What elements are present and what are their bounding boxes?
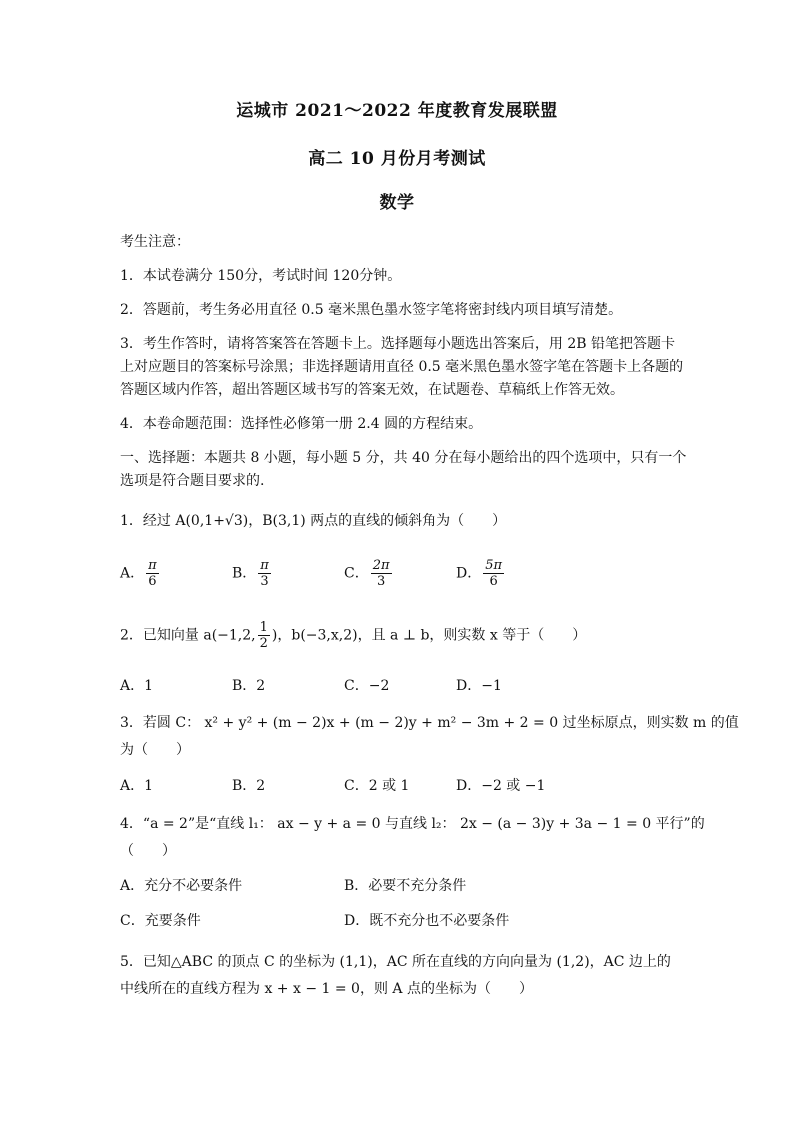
q2-option-d: D．−1 xyxy=(456,678,502,694)
notice-item-2: 2．答题前，考生务必用直径 0.5 毫米黑色墨水签字笔将密封线内项目填写清楚。 xyxy=(120,302,623,318)
question-3-line-1: 3．若圆 C： x² + y² + (m − 2)x + (m − 2)y + m² − 3m + 2 = 0 过坐标原点，则实数 m 的值 xyxy=(120,715,739,731)
notice-item-3-line-2: 上对应题目的答案标号涂黑；非选择题请用直径 0.5 毫米黑色墨水签字笔在答题卡上各题的 xyxy=(120,359,684,375)
q3-option-c: C．2 或 1 xyxy=(344,778,410,794)
question-3-line-2: 为（ ） xyxy=(120,742,190,758)
q2-option-c: C．−2 xyxy=(344,678,390,694)
question-4-line-2: （ ） xyxy=(120,843,176,859)
q1-option-a: A． $\frac{\pi}{6}$ xyxy=(120,558,157,589)
notice-item-3-line-3: 答题区域内作答，超出答题区域书写的答案无效，在试题卷、草稿纸上作答无效。 xyxy=(120,382,624,398)
question-4-line-1: 4．“a = 2”是“直线 l₁： ax − y + a = 0 与直线 l₂： 2x − (a − 3)y + 3a − 1 = 0 平行”的 xyxy=(120,816,705,832)
q3-option-a: A．1 xyxy=(120,778,154,794)
question-5-line-1: 5．已知△ABC 的顶点 C 的坐标为 (1,1)，AC 所在直线的方向向量为 (1,2)，AC 边上的 xyxy=(120,954,671,970)
q3-option-d: D．−2 或 −1 xyxy=(456,778,546,794)
q4-option-a: A．充分不必要条件 xyxy=(120,878,243,894)
q1-option-c: C． $\frac{2\pi}{3}$ xyxy=(344,558,390,589)
q1-option-b: B． $\frac{\pi}{3}$ xyxy=(232,558,269,589)
exam-subtitle: 高二 10 月份月考测试 xyxy=(308,149,486,169)
question-2-stem: 2．已知向量 a(−1,2, $\frac{1}{2}$ )，b(−3,x,2)，且 a ⊥ b，则实数 x 等于（ ） xyxy=(120,620,587,651)
notice-item-1: 1．本试卷满分 150分，考试时间 120分钟。 xyxy=(120,268,402,284)
notice-item-4: 4．本卷命题范围：选择性必修第一册 2.4 圆的方程结束。 xyxy=(120,416,483,432)
q4-option-b: B．必要不充分条件 xyxy=(344,878,467,894)
question-1-stem: 1．经过 A(0,1+√3)，B(3,1) 两点的直线的倾斜角为（ ） xyxy=(120,513,507,529)
subject-title: 数学 xyxy=(379,193,415,213)
section-heading-line-2: 选项是符合题目要求的. xyxy=(120,473,265,489)
q2-option-b: B．2 xyxy=(232,678,266,694)
q3-option-b: B．2 xyxy=(232,778,266,794)
q1-option-d: D． $\frac{5\pi}{6}$ xyxy=(456,558,503,589)
q4-option-d: D．既不充分也不必要条件 xyxy=(344,913,510,929)
exam-title: 运城市 2021～2022 年度教育发展联盟 xyxy=(236,101,558,121)
section-heading-line-1: 一、选择题：本题共 8 小题，每小题 5 分，共 40 分在每小题给出的四个选项中，只有一个 xyxy=(120,450,687,466)
q2-option-a: A．1 xyxy=(120,678,154,694)
question-5-line-2: 中线所在的直线方程为 x + x − 1 = 0，则 A 点的坐标为（ ） xyxy=(120,981,533,997)
q4-option-c: C．充要条件 xyxy=(120,913,201,929)
notice-item-3-line-1: 3．考生作答时，请将答案答在答题卡上。选择题每小题选出答案后，用 2B 铅笔把答题卡 xyxy=(120,336,676,352)
notice-heading: 考生注意： xyxy=(120,234,190,250)
